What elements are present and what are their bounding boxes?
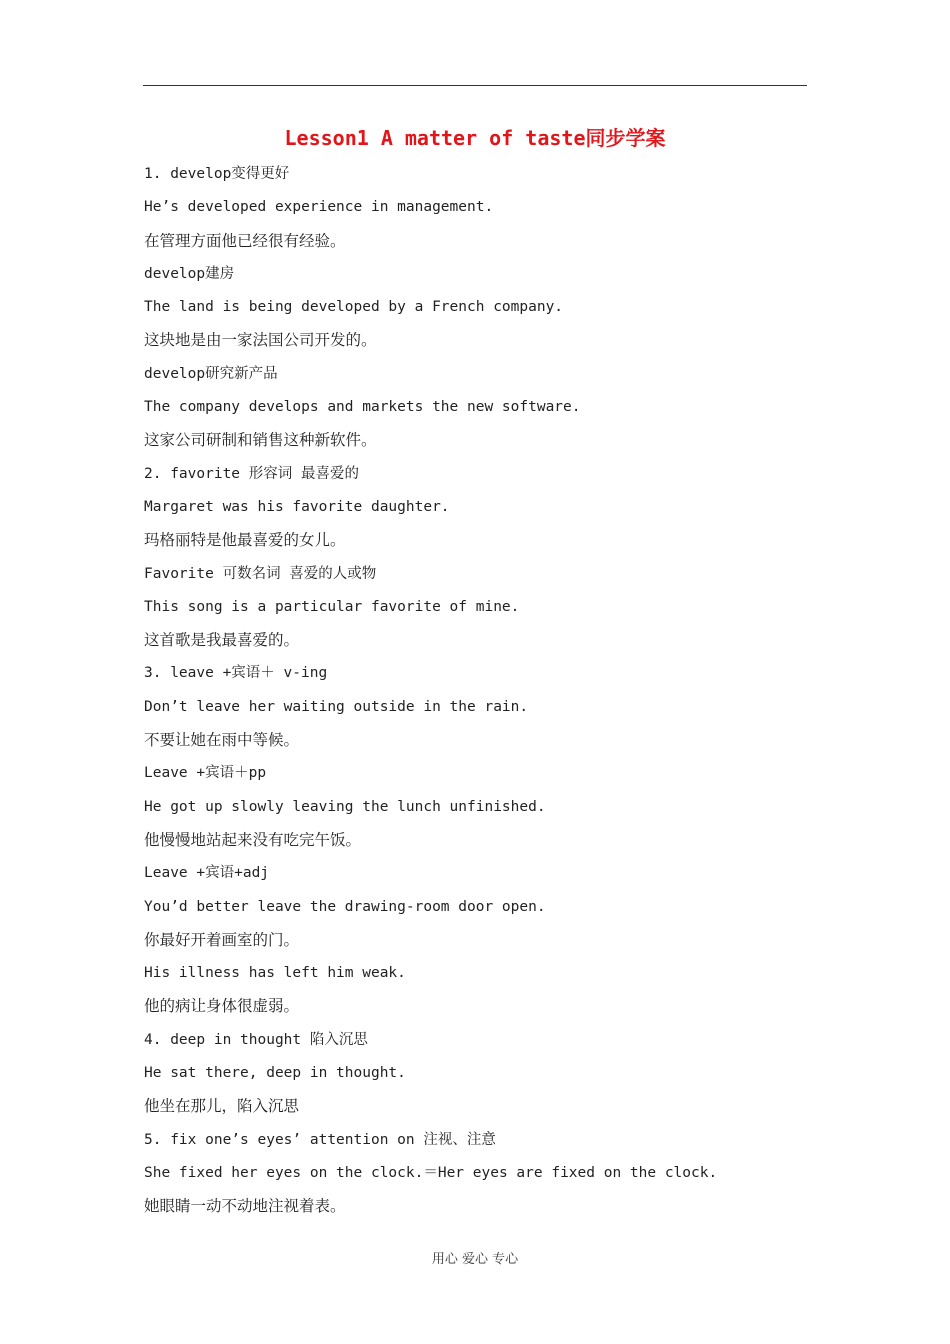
translation-line: 她眼睛一动不动地注视着表。 — [144, 1197, 346, 1216]
translation-line: 在管理方面他已经很有经验。 — [144, 231, 346, 250]
translation-line: 不要让她在雨中等候。 — [144, 731, 300, 750]
text-line: The company develops and markets the new software. — [144, 399, 581, 416]
text-line: 1. develop变得更好 — [144, 166, 290, 182]
document-title: Lesson1 A matter of taste同步学案 — [284, 126, 666, 150]
translation-line: 他坐在那儿，陷入沉思 — [144, 1097, 300, 1116]
translation-line: 你最好开着画室的门。 — [144, 930, 300, 949]
text-line: 2. favorite 形容词 最喜爱的 — [144, 465, 359, 482]
translation-line: 他的病让身体很虚弱。 — [144, 997, 300, 1016]
text-line: His illness has left him weak. — [144, 965, 406, 982]
translation-line: 这首歌是我最喜爱的。 — [144, 631, 300, 650]
text-line: Don’t leave her waiting outside in the rain. — [144, 698, 529, 715]
translation-line: 这块地是由一家法国公司开发的。 — [144, 331, 377, 350]
text-line: Leave +宾语＋pp — [144, 765, 267, 782]
text-line: The land is being developed by a French company. — [144, 299, 564, 316]
header-rule — [143, 85, 807, 86]
text-line: This song is a particular favorite of mine. — [144, 598, 520, 615]
text-line: 5. fix one’s eyes’ attention on 注视、注意 — [144, 1131, 496, 1148]
page-footer: 用心 爱心 专心 — [431, 1252, 519, 1267]
text-line: She fixed her eyes on the clock.＝Her eyes are fixed on the clock. — [144, 1164, 718, 1181]
text-line: develop研究新产品 — [144, 365, 278, 382]
text-line: 3. leave +宾语＋ v-ing — [144, 665, 328, 682]
translation-line: 他慢慢地站起来没有吃完午饭。 — [144, 830, 362, 849]
document-body — [144, 160, 824, 1226]
text-line: develop建房 — [144, 265, 235, 282]
text-line: Favorite 可数名词 喜爱的人或物 — [144, 565, 377, 582]
text-line: He got up slowly leaving the lunch unfinished. — [144, 798, 546, 815]
translation-line: 玛格丽特是他最喜爱的女儿。 — [144, 531, 346, 550]
text-line: Margaret was his favorite daughter. — [144, 498, 450, 515]
text-line: He sat there, deep in thought. — [144, 1065, 406, 1082]
text-line: You’d better leave the drawing-room door open. — [144, 898, 546, 915]
text-line: He’s developed experience in management. — [144, 199, 494, 216]
text-line: 4. deep in thought 陷入沉思 — [144, 1031, 368, 1048]
translation-line: 这家公司研制和销售这种新软件。 — [144, 431, 377, 450]
text-line: Leave +宾语+adj — [144, 865, 270, 882]
